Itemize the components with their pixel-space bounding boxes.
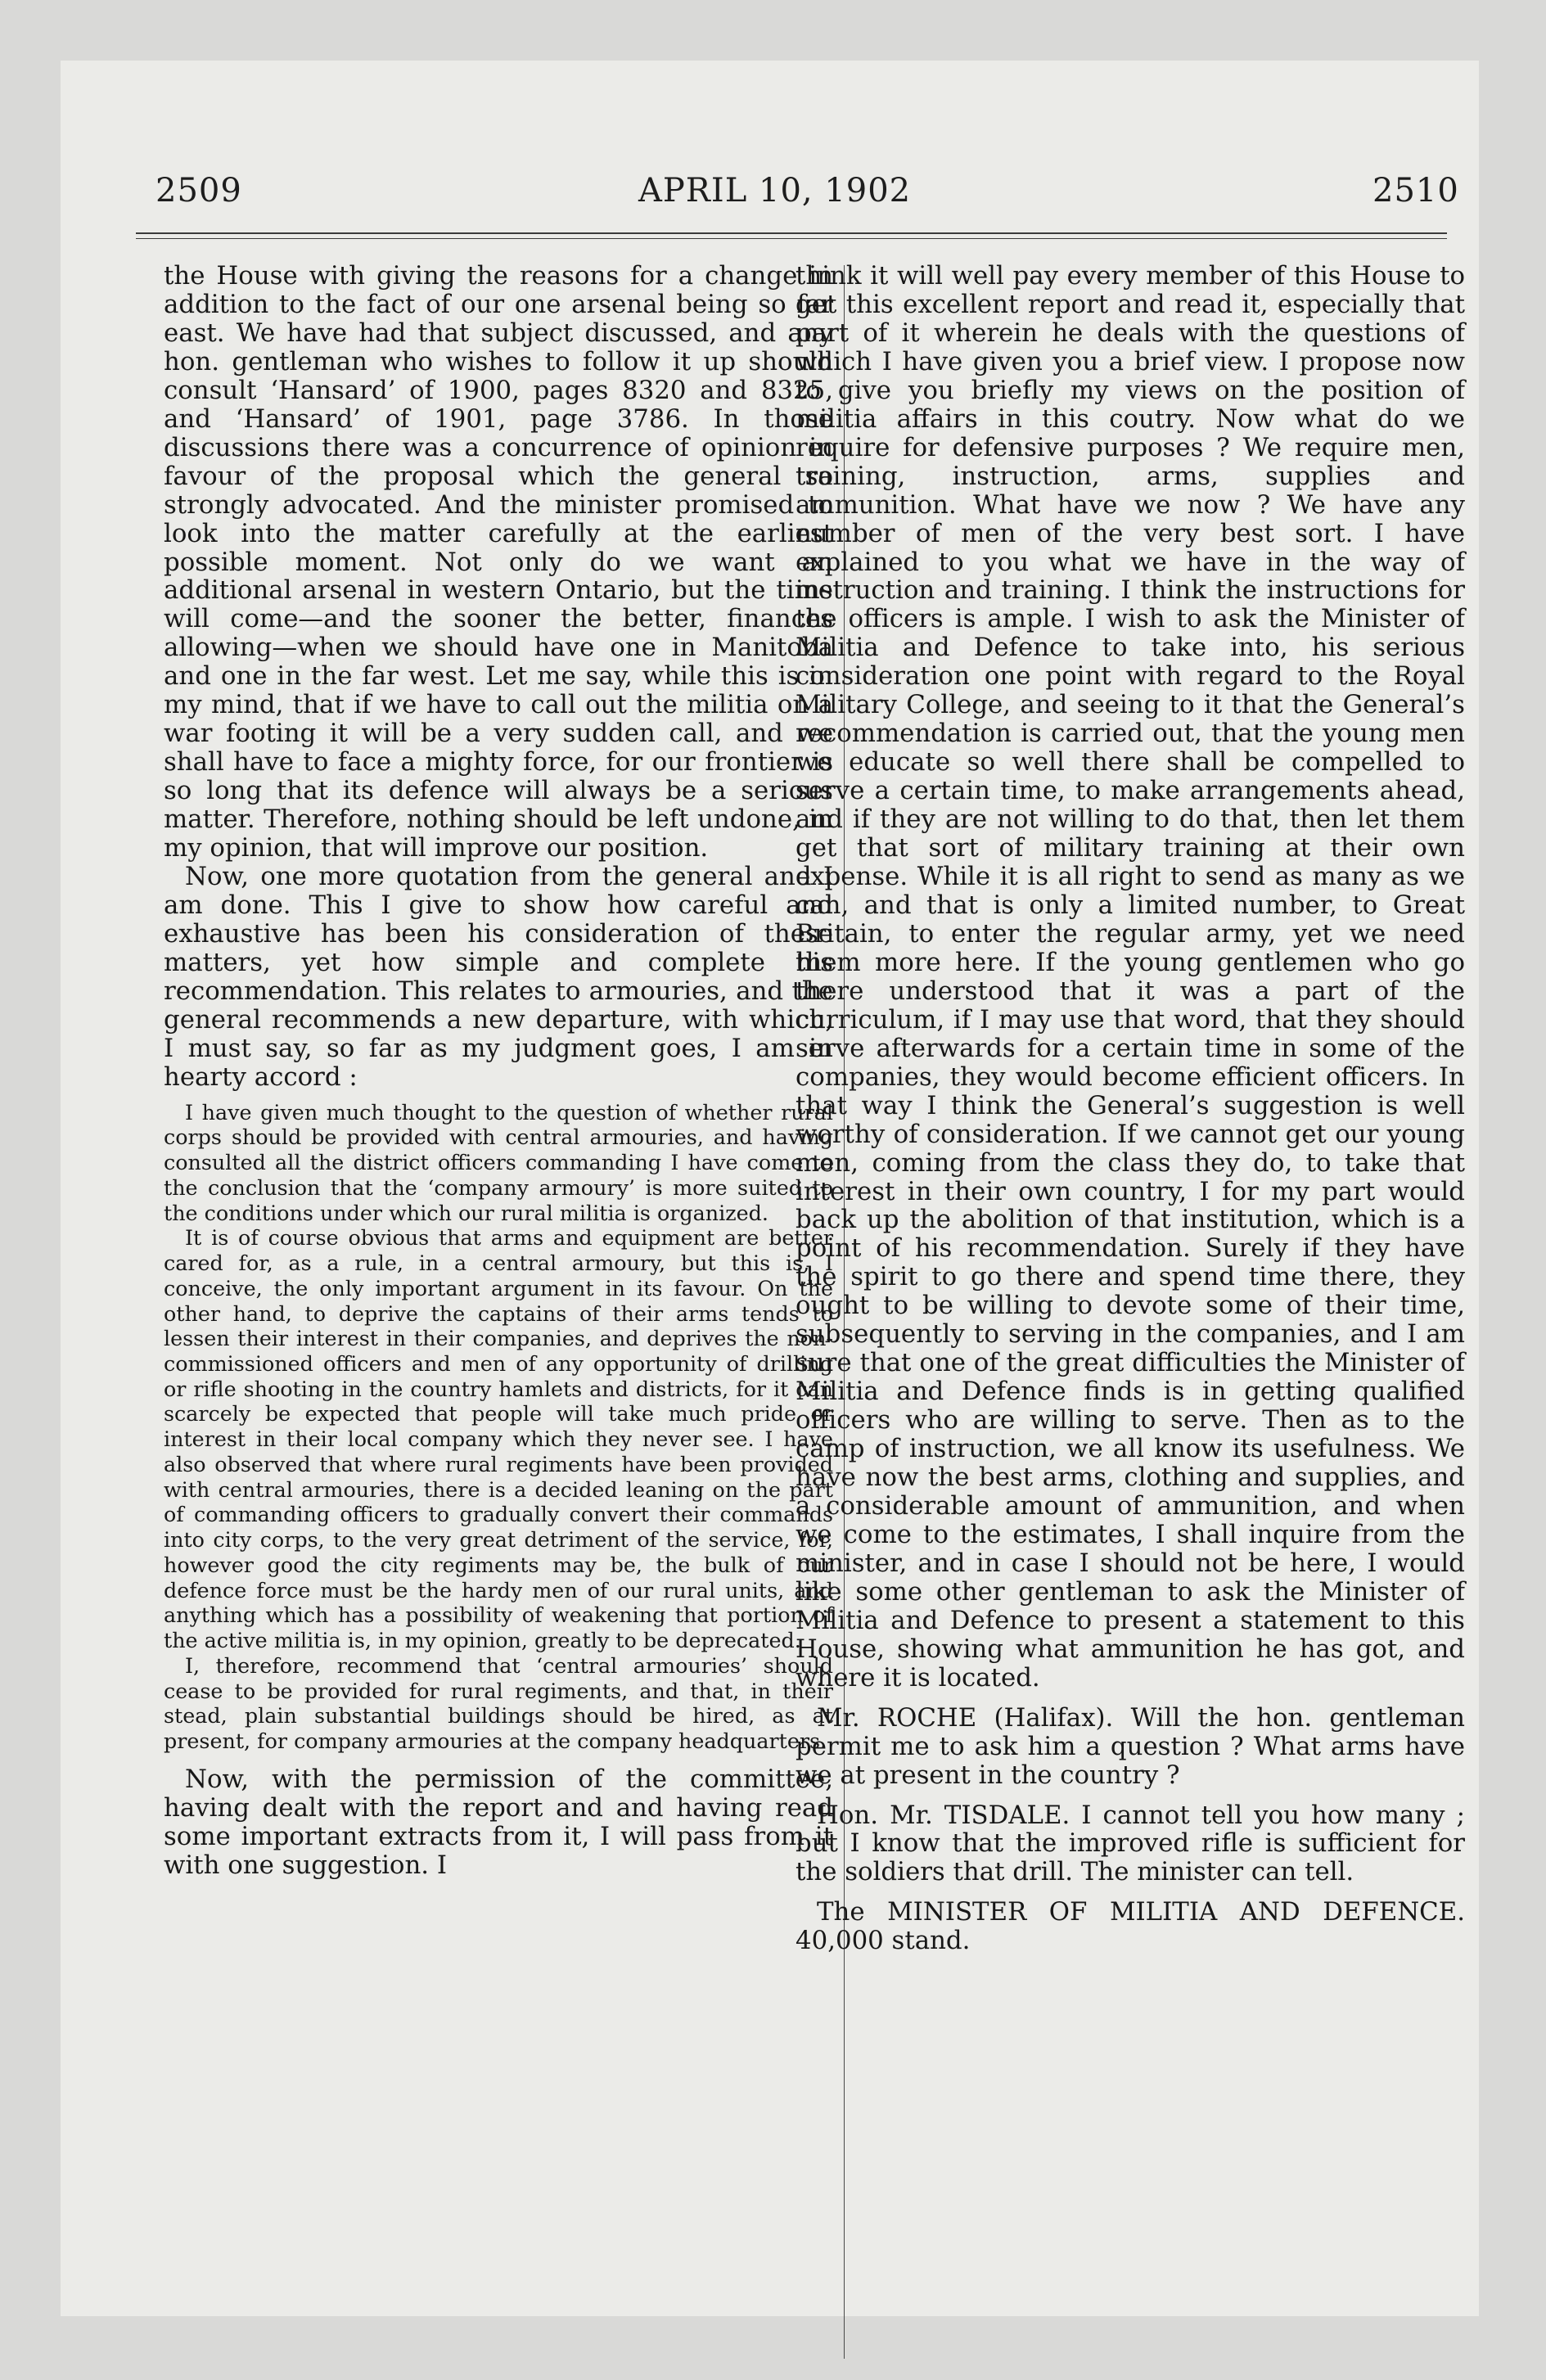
- left-column: [164, 262, 833, 1880]
- header-rule-thin: [136, 238, 1447, 239]
- left-paragraph-2: Now, one more quotation from the general and I am done. This I give to show how careful and exhaustive has been his consideration of these matters, yet how simple and complete his recommendation. This relates to armouries, and the general recommends a new departure, with which, I must say, so far as my judgment goes, I am in hearty accord :: [164, 862, 833, 1092]
- page-number-right: 2510: [1372, 172, 1459, 210]
- left-paragraph-3: Now, with the permission of the committee, having dealt with the report and and having read some important extracts from it, I will pass from it with one suggestion. I: [164, 1764, 833, 1880]
- header-rule: [136, 232, 1447, 234]
- left-paragraph-1: the House with giving the reasons for a change in addition to the fact of our one arsenal being so far east. We have had that subject discussed, and any hon. gentleman who wishes to follow it up should consult ‘Hansard’ of 1900, pages 8320 and 8325, and ‘Hansard’ of 1901, page 3786. In those discussions there was a concurrence of opinion in favour of the proposal which the general so strongly advocated. And the minister promised to look into the matter carefully at the earliest possible moment. Not only do we want an additional arsenal in western Ontario, but the time will come—and the sooner the better, finances allowing—when we should have one in Manitoba and one in the far west. Let me say, while this is in my mind, that if we have to call out the militia on a war footing it will be a very sudden call, and we shall have to face a mighty force, for our frontier is so long that its defence will always be a serious matter. Therefore, nothing should be left undone, in my opinion, that will improve our position.: [164, 261, 833, 863]
- document-page: [61, 61, 1479, 2316]
- page-number-left: 2509: [156, 172, 242, 210]
- right-paragraph-tisdale: Hon. Mr. TISDALE. I cannot tell you how many ; but I know that the improved rifle is sufficient for the soldiers that drill. The minister can tell.: [796, 1800, 1465, 1887]
- quoted-extract: [164, 1100, 833, 1754]
- quote-paragraph-1: I have given much thought to the question of whether rural corps should be provided with central armouries, and having consulted all the district officers commanding I have come to the conclusion that the ‘company armoury’ is more suited to the conditions under which our rural militia is organized.: [164, 1099, 833, 1225]
- right-paragraph-roche: Mr. ROCHE (Halifax). Will the hon. gentleman permit me to ask him a question ? What arms have we at present in the country ?: [796, 1702, 1465, 1790]
- quote-paragraph-3: I, therefore, recommend that ‘central armouries’ should cease to be provided for rural regiments, and that, in their stead, plain substantial buildings should be hired, as at present, for company armouries at the company headquarters.: [164, 1652, 833, 1753]
- quote-paragraph-2: It is of course obvious that arms and equipment are better cared for, as a rule, in a central armoury, but this is, I conceive, the only important argument in its favour. On the other hand, to deprive the captains of their arms tends to lessen their interest in their companies, and deprives the non-commissioned officers and men of any opportunity of drilling or rifle shooting in the country hamlets and districts, for it can scarcely be expected that people will take much pride or interest in their local company which they never see. I have also observed that where rural regiments have been provided with central armouries, there is a decided leaning on the part of commanding officers to gradually convert their commands into city corps, to the very great detriment of the service, for, however good the city regiments may be, the bulk of our defence force must be the hardy men of our rural units, and anything which has a possibility of weakening that portion of the active militia is, in my opinion, greatly to be deprecated.: [164, 1225, 833, 1653]
- right-column: [796, 262, 1465, 1955]
- right-paragraph-1: think it will well pay every member of this House to get this excellent report and read it, especially that part of it wherein he deals with the questions of which I have given you a brief view. I propose now to give you briefly my views on the position of militia affairs in this coutry. Now what do we require for defensive purposes ? We require men, training, instruction, arms, supplies and ammunition. What have we now ? We have any number of men of the very best sort. I have explained to you what we have in the way of instruction and training. I think the instructions for the officers is ample. I wish to ask the Minister of Militia and Defence to take into, his serious consideration one point with regard to the Royal Military College, and seeing to it that the General’s recommendation is carried out, that the young men we educate so well there shall be compelled to serve a certain time, to make arrangements ahead, and if they are not willing to do that, then let them get that sort of military training at their own expense. While it is all right to send as many as we can, and that is only a limited number, to Great Britain, to enter the regular army, yet we need them more here. If the young gentlemen who go there understood that it was a part of the curriculum, if I may use that word, that they should serve afterwards for a certain time in some of the companies, they would become efficient officers. In that way I think the General’s suggestion is well worthy of consideration. If we cannot get our young men, coming from the class they do, to take that interest in their own country, I for my part would back up the abolition of that institution, which is a point of his recommendation. Surely if they have the spirit to go there and spend time there, they ought to be willing to devote some of their time, subsequently to serving in the companies, and I am sure that one of the great difficulties the Minister of Militia and Defence finds is in getting qualified officers who are willing to serve. Then as to the camp of instruction, we all know its usefulness. We have now the best arms, clothing and supplies, and a considerable amount of ammunition, and when we come to the estimates, I shall inquire from the minister, and in case I should not be here, I would like some other gentleman to ask the Minister of Militia and Defence to present a statement to this House, showing what ammunition he has got, and where it is located.: [796, 261, 1465, 1693]
- right-paragraph-minister: The MINISTER OF MILITIA AND DEFENCE. 40,000 stand.: [796, 1897, 1465, 1956]
- page-date-heading: APRIL 10, 1902: [638, 172, 912, 210]
